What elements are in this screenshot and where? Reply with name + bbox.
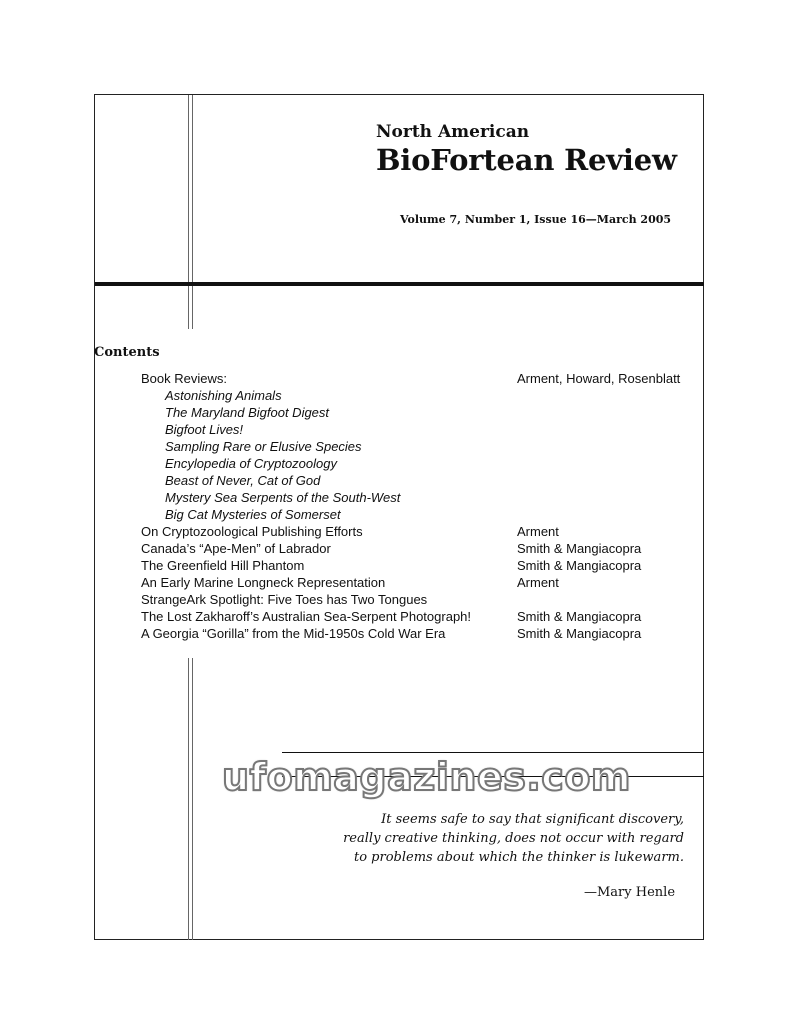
upper-vertical-rule-right	[192, 95, 193, 329]
toc-row	[0, 540, 800, 557]
site-watermark: ufomagazines.com	[222, 755, 632, 799]
toc-review-title: Encylopedia of Cryptozoology	[165, 456, 337, 471]
epigraph-quote	[343, 810, 684, 867]
toc-author: Arment	[517, 524, 559, 539]
quote-rule-top	[282, 752, 704, 753]
toc-row	[0, 523, 800, 540]
toc-title: StrangeArk Spotlight: Five Toes has Two Tongues	[141, 592, 428, 607]
quote-line: really creative thinking, does not occur with regard	[343, 831, 684, 846]
toc-author: Smith & Mangiacopra	[517, 558, 642, 573]
contents-heading: Contents	[94, 345, 160, 360]
masthead-thick-rule	[95, 282, 704, 286]
toc-row	[0, 574, 800, 591]
toc-row	[0, 387, 800, 404]
toc-row	[0, 557, 800, 574]
toc-author: Arment, Howard, Rosenblatt	[517, 371, 681, 386]
toc-author: Arment	[517, 575, 559, 590]
toc-row	[0, 438, 800, 455]
toc-title: Book Reviews:	[141, 371, 227, 386]
toc-row	[0, 421, 800, 438]
toc-author: Smith & Mangiacopra	[517, 626, 642, 641]
quote-attribution: —Mary Henle	[584, 885, 676, 900]
toc-title: The Greenfield Hill Phantom	[141, 558, 305, 573]
lower-vertical-rule-left	[188, 658, 189, 940]
issue-line: Volume 7, Number 1, Issue 16—March 2005	[400, 213, 672, 226]
toc-title: A Georgia “Gorilla” from the Mid-1950s Cold War Era	[141, 626, 446, 641]
toc-row	[0, 489, 800, 506]
toc-review-title: Bigfoot Lives!	[165, 422, 244, 437]
upper-vertical-rule-left	[188, 95, 189, 329]
toc-author: Smith & Mangiacopra	[517, 609, 642, 624]
quote-line: It seems safe to say that significant discovery,	[381, 812, 684, 827]
toc-review-title: Mystery Sea Serpents of the South-West	[165, 490, 401, 505]
toc-row	[0, 591, 800, 608]
toc-row	[0, 472, 800, 489]
toc-review-title: Big Cat Mysteries of Somerset	[165, 507, 341, 522]
masthead-subtitle: North American	[376, 122, 530, 142]
lower-vertical-rule-right	[192, 658, 193, 940]
toc-review-title: Beast of Never, Cat of God	[165, 473, 321, 488]
toc-row	[0, 625, 800, 642]
toc-review-title: The Maryland Bigfoot Digest	[165, 405, 330, 420]
toc-row	[0, 506, 800, 523]
quote-line: to problems about which the thinker is lukewarm.	[353, 850, 684, 865]
toc-title: On Cryptozoological Publishing Efforts	[141, 524, 363, 539]
masthead-title: BioFortean Review	[376, 143, 677, 177]
toc-author: Smith & Mangiacopra	[517, 541, 642, 556]
toc-title: The Lost Zakharoff’s Australian Sea-Serpent Photograph!	[141, 609, 472, 624]
toc-row	[0, 608, 800, 625]
toc-title: An Early Marine Longneck Representation	[141, 575, 386, 590]
toc-review-title: Astonishing Animals	[165, 388, 282, 403]
toc-row	[0, 455, 800, 472]
toc-row	[0, 370, 800, 387]
toc-review-title: Sampling Rare or Elusive Species	[165, 439, 362, 454]
toc-row	[0, 404, 800, 421]
toc-title: Canada’s “Ape-Men” of Labrador	[141, 541, 331, 556]
